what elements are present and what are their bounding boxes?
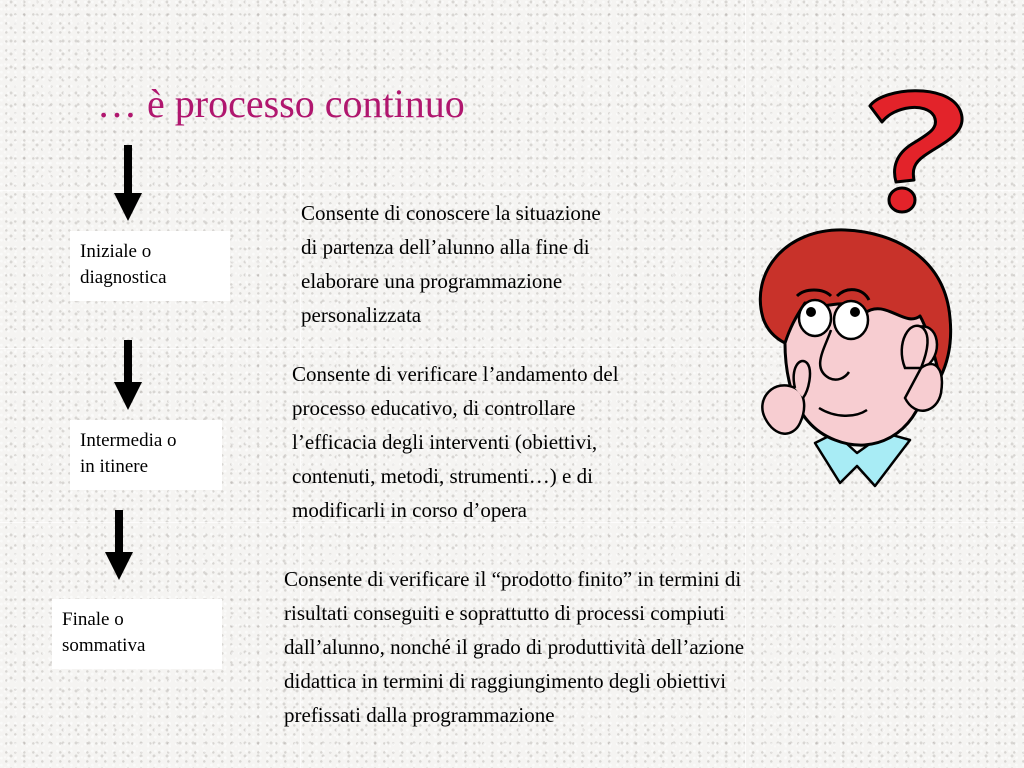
stage-label: diagnostica: [80, 267, 167, 288]
description-line: processo educativo, di controllare: [292, 396, 576, 420]
down-arrow-icon: [113, 145, 143, 223]
down-arrow-icon: [104, 510, 134, 582]
description-line: contenuti, metodi, strumenti…) e di: [292, 464, 593, 488]
stage-description-intermediate: [292, 357, 619, 527]
stage-description-final: [284, 562, 744, 732]
question-mark-icon: [862, 88, 972, 218]
description-line: di partenza dell’alunno alla fine di: [301, 235, 590, 259]
description-line: l’efficacia degli interventi (obiettivi,: [292, 430, 598, 454]
description-line: Consente di conoscere la situazione: [301, 201, 601, 225]
description-line: Consente di verificare il “prodotto finito” in termini di: [284, 567, 742, 591]
stage-label: in itinere: [80, 456, 149, 477]
stage-label: Intermedia o: [80, 430, 177, 451]
stage-box-initial: [70, 231, 230, 301]
description-line: elaborare una programmazione: [301, 269, 563, 293]
description-line: dall’alunno, nonché il grado di produttività dell’azione: [284, 635, 745, 659]
description-line: personalizzata: [301, 303, 422, 327]
description-line: Consente di verificare l’andamento del: [292, 362, 619, 386]
stage-box-final: [52, 599, 222, 669]
slide-title: … è processo continuo: [97, 81, 465, 126]
stage-label: Iniziale o: [80, 241, 152, 262]
stage-label: sommativa: [62, 635, 146, 656]
description-line: didattica in termini di raggiungimento degli obiettivi: [284, 669, 727, 693]
description-line: risultati conseguiti e soprattutto di processi compiuti: [284, 601, 725, 625]
down-arrow-icon: [113, 340, 143, 412]
stage-description-initial: [301, 196, 601, 332]
thinking-person-icon: [745, 218, 965, 498]
stage-box-intermediate: [70, 420, 222, 490]
description-line: prefissati dalla programmazione: [284, 703, 555, 727]
description-line: modificarli in corso d’opera: [292, 498, 527, 522]
stage-label: Finale o: [62, 609, 124, 630]
